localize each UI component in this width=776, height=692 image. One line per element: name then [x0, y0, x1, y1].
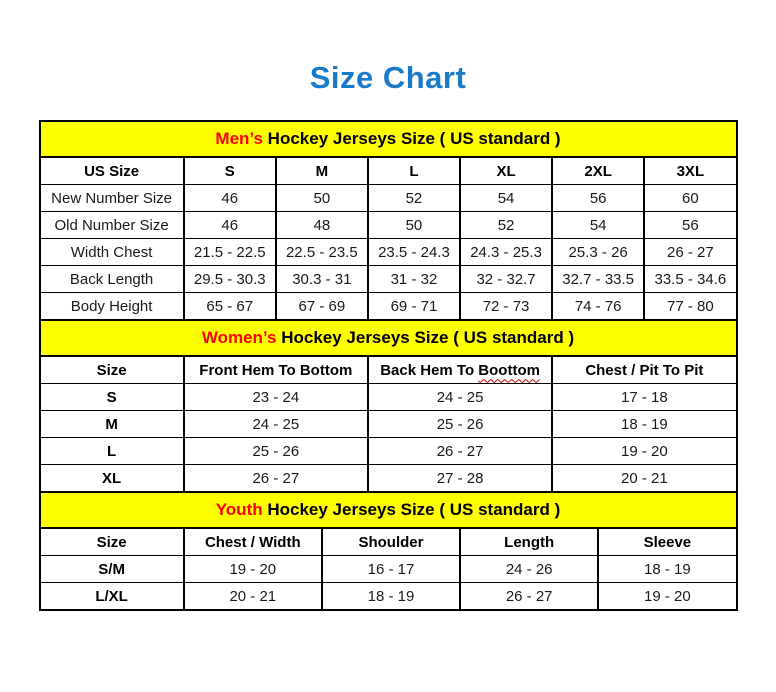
mens-row-label: Old Number Size: [40, 212, 184, 239]
womens-size-value-cell: 27 - 28: [368, 465, 552, 493]
mens-section-header: [40, 121, 737, 157]
mens-size-value-cell: 25.3 - 26: [552, 239, 644, 266]
mens-size-value-cell: 56: [644, 212, 736, 239]
youth-size-value-cell: 18 - 19: [598, 556, 736, 583]
youth-size-value-cell: 20 - 21: [184, 583, 322, 611]
youth-row-label: L/XL: [40, 583, 184, 611]
mens-column-header: XL: [460, 157, 552, 185]
mens-size-value-cell: 29.5 - 30.3: [184, 266, 276, 293]
mens-size-value-cell: 23.5 - 24.3: [368, 239, 460, 266]
womens-size-value-cell: 18 - 19: [552, 411, 736, 438]
youth-size-value-cell: 26 - 27: [460, 583, 598, 611]
youth-size-value-cell: 24 - 26: [460, 556, 598, 583]
womens-size-value-cell: 20 - 21: [552, 465, 736, 493]
womens-column-header: [368, 356, 552, 384]
mens-size-value-cell: 52: [460, 212, 552, 239]
mens-size-value-cell: 46: [184, 185, 276, 212]
mens-section-band: [40, 121, 737, 157]
womens-column-header: Size: [40, 356, 184, 384]
mens-table-row: [40, 239, 737, 266]
mens-size-value-cell: 32 - 32.7: [460, 266, 552, 293]
mens-row-label: Back Length: [40, 266, 184, 293]
mens-row-label: Width Chest: [40, 239, 184, 266]
mens-column-header: 2XL: [552, 157, 644, 185]
womens-section-band: [40, 320, 737, 356]
womens-column-header: Chest / Pit To Pit: [552, 356, 736, 384]
youth-column-header: Chest / Width: [184, 528, 322, 556]
mens-size-value-cell: 52: [368, 185, 460, 212]
womens-size-value-cell: 19 - 20: [552, 438, 736, 465]
mens-size-value-cell: 72 - 73: [460, 293, 552, 321]
youth-section-audience-label: Youth: [215, 500, 263, 519]
womens-table-row: [40, 465, 737, 493]
womens-section-audience-label: Women’s: [201, 328, 277, 347]
misspelled-word: Boottom: [478, 361, 540, 379]
womens-size-table: [39, 319, 738, 493]
womens-size-value-cell: 23 - 24: [184, 384, 368, 411]
mens-size-value-cell: 21.5 - 22.5: [184, 239, 276, 266]
page-title: Size Chart: [309, 60, 467, 95]
mens-row-label: New Number Size: [40, 185, 184, 212]
mens-table-row: [40, 266, 737, 293]
mens-size-value-cell: 22.5 - 23.5: [276, 239, 368, 266]
column-header-text: Back Hem To: [380, 361, 479, 379]
womens-size-value-cell: 26 - 27: [184, 465, 368, 493]
mens-size-value-cell: 30.3 - 31: [276, 266, 368, 293]
mens-size-value-cell: 69 - 71: [368, 293, 460, 321]
womens-row-label: S: [40, 384, 184, 411]
mens-size-value-cell: 67 - 69: [276, 293, 368, 321]
youth-table-row: [40, 556, 737, 583]
mens-size-value-cell: 65 - 67: [184, 293, 276, 321]
mens-size-value-cell: 60: [644, 185, 736, 212]
womens-table-row: [40, 384, 737, 411]
mens-size-value-cell: 24.3 - 25.3: [460, 239, 552, 266]
womens-section-header: [40, 320, 737, 356]
youth-row-label: S/M: [40, 556, 184, 583]
mens-size-value-cell: 50: [276, 185, 368, 212]
womens-section-title-rest: Hockey Jerseys Size ( US standard ): [276, 328, 575, 347]
womens-size-value-cell: 25 - 26: [368, 411, 552, 438]
mens-column-header: L: [368, 157, 460, 185]
mens-size-value-cell: 74 - 76: [552, 293, 644, 321]
youth-column-header: Size: [40, 528, 184, 556]
womens-table-row: [40, 411, 737, 438]
mens-size-value-cell: 32.7 - 33.5: [552, 266, 644, 293]
mens-size-value-cell: 26 - 27: [644, 239, 736, 266]
mens-size-value-cell: 48: [276, 212, 368, 239]
womens-size-value-cell: 24 - 25: [368, 384, 552, 411]
mens-column-header: S: [184, 157, 276, 185]
youth-column-header-row: [40, 528, 737, 556]
mens-size-value-cell: 46: [184, 212, 276, 239]
youth-column-header: Length: [460, 528, 598, 556]
womens-column-header: Front Hem To Bottom: [184, 356, 368, 384]
mens-table-row: [40, 293, 737, 321]
youth-section-band: [40, 492, 737, 528]
youth-section-header: [40, 492, 737, 528]
mens-column-header-row: [40, 157, 737, 185]
mens-table-row: [40, 185, 737, 212]
womens-size-value-cell: 26 - 27: [368, 438, 552, 465]
mens-section-title-rest: Hockey Jerseys Size ( US standard ): [262, 129, 561, 148]
youth-size-value-cell: 16 - 17: [322, 556, 460, 583]
mens-size-value-cell: 54: [552, 212, 644, 239]
womens-column-header-row: [40, 356, 737, 384]
youth-table-row: [40, 583, 737, 611]
mens-size-value-cell: 77 - 80: [644, 293, 736, 321]
mens-size-value-cell: 56: [552, 185, 644, 212]
youth-column-header: Shoulder: [322, 528, 460, 556]
womens-table-row: [40, 438, 737, 465]
size-tables-container: [39, 120, 738, 611]
mens-row-label: Body Height: [40, 293, 184, 321]
youth-size-table: [39, 491, 738, 611]
mens-size-value-cell: 33.5 - 34.6: [644, 266, 736, 293]
mens-section-audience-label: Men’s: [215, 129, 263, 148]
mens-column-header: US Size: [40, 157, 184, 185]
youth-section-title-rest: Hockey Jerseys Size ( US standard ): [262, 500, 561, 519]
youth-size-value-cell: 18 - 19: [322, 583, 460, 611]
womens-size-value-cell: 17 - 18: [552, 384, 736, 411]
womens-size-value-cell: 25 - 26: [184, 438, 368, 465]
womens-size-value-cell: 24 - 25: [184, 411, 368, 438]
youth-size-value-cell: 19 - 20: [184, 556, 322, 583]
womens-row-label: L: [40, 438, 184, 465]
mens-size-table: [39, 120, 738, 321]
mens-size-value-cell: 50: [368, 212, 460, 239]
mens-column-header: 3XL: [644, 157, 736, 185]
youth-column-header: Sleeve: [598, 528, 736, 556]
womens-row-label: XL: [40, 465, 184, 493]
mens-size-value-cell: 54: [460, 185, 552, 212]
mens-column-header: M: [276, 157, 368, 185]
mens-table-row: [40, 212, 737, 239]
womens-row-label: M: [40, 411, 184, 438]
mens-size-value-cell: 31 - 32: [368, 266, 460, 293]
youth-size-value-cell: 19 - 20: [598, 583, 736, 611]
